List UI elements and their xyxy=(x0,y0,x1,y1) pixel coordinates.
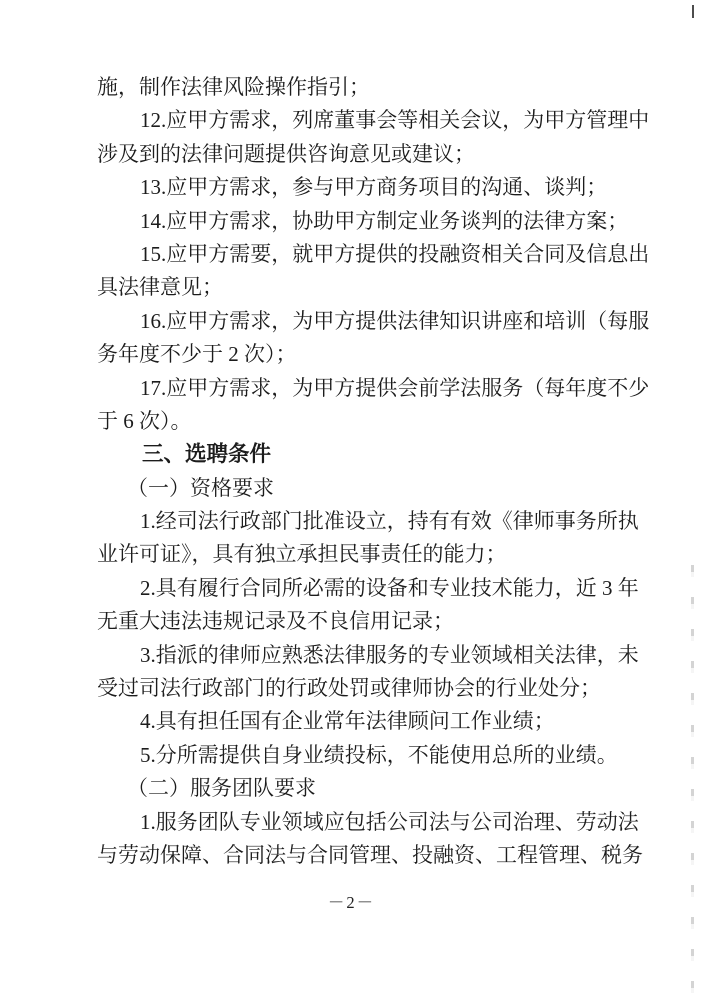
text-line: 3.指派的律师应熟悉法律服务的专业领域相关法律，未 xyxy=(140,642,639,667)
page-number: －2－ xyxy=(327,893,376,912)
text-line: 14.应甲方需求，协助甲方制定业务谈判的法律方案； xyxy=(140,208,629,233)
text-line: 无重大违法违规记录及不良信用记录； xyxy=(97,609,454,634)
text-line: 1.经司法行政部门批准设立，持有有效《律师事务所执 xyxy=(140,509,639,534)
document-body xyxy=(97,71,650,872)
text-line: 5.分所需提供自身业绩投标，不能使用总所的业绩。 xyxy=(140,742,618,767)
text-line: 具法律意见； xyxy=(97,275,223,300)
scan-artifact-tick xyxy=(692,5,694,18)
text-line: 业许可证》，具有独立承担民事责任的能力； xyxy=(97,542,507,567)
text-line: 12.应甲方需求，列席董事会等相关会议，为甲方管理中 xyxy=(140,108,650,133)
text-line: 于 6 次）。 xyxy=(97,408,192,433)
text-line: 4.具有担任国有企业常年法律顾问工作业绩； xyxy=(140,709,555,734)
text-line: 16.应甲方需求，为甲方提供法律知识讲座和培训（每服 xyxy=(140,308,650,333)
subsection-heading: （二）服务团队要求 xyxy=(127,776,316,801)
text-line: 2.具有履行合同所必需的设备和专业技术能力，近 3 年 xyxy=(140,575,639,600)
text-line: 务年度不少于 2 次）； xyxy=(97,342,297,367)
section-heading: 三、选聘条件 xyxy=(142,442,272,467)
text-line: 涉及到的法律问题提供咨询意见或建议； xyxy=(97,141,475,166)
text-line: 与劳动保障、合同法与合同管理、投融资、工程管理、税务 xyxy=(97,842,643,867)
text-line: 17.应甲方需求，为甲方提供会前学法服务（每年度不少 xyxy=(140,375,650,400)
subsection-heading: （一）资格要求 xyxy=(127,475,274,500)
scan-artifact-edge xyxy=(691,565,694,995)
text-line: 施，制作法律风险操作指引； xyxy=(97,75,370,99)
text-line: 1.服务团队专业领域应包括公司法与公司治理、劳动法 xyxy=(140,809,639,834)
text-line: 受过司法行政部门的行政处罚或律师协会的行业处分； xyxy=(97,676,601,701)
text-line: 13.应甲方需求，参与甲方商务项目的沟通、谈判； xyxy=(140,175,608,200)
text-line: 15.应甲方需要，就甲方提供的投融资相关合同及信息出 xyxy=(140,241,650,266)
